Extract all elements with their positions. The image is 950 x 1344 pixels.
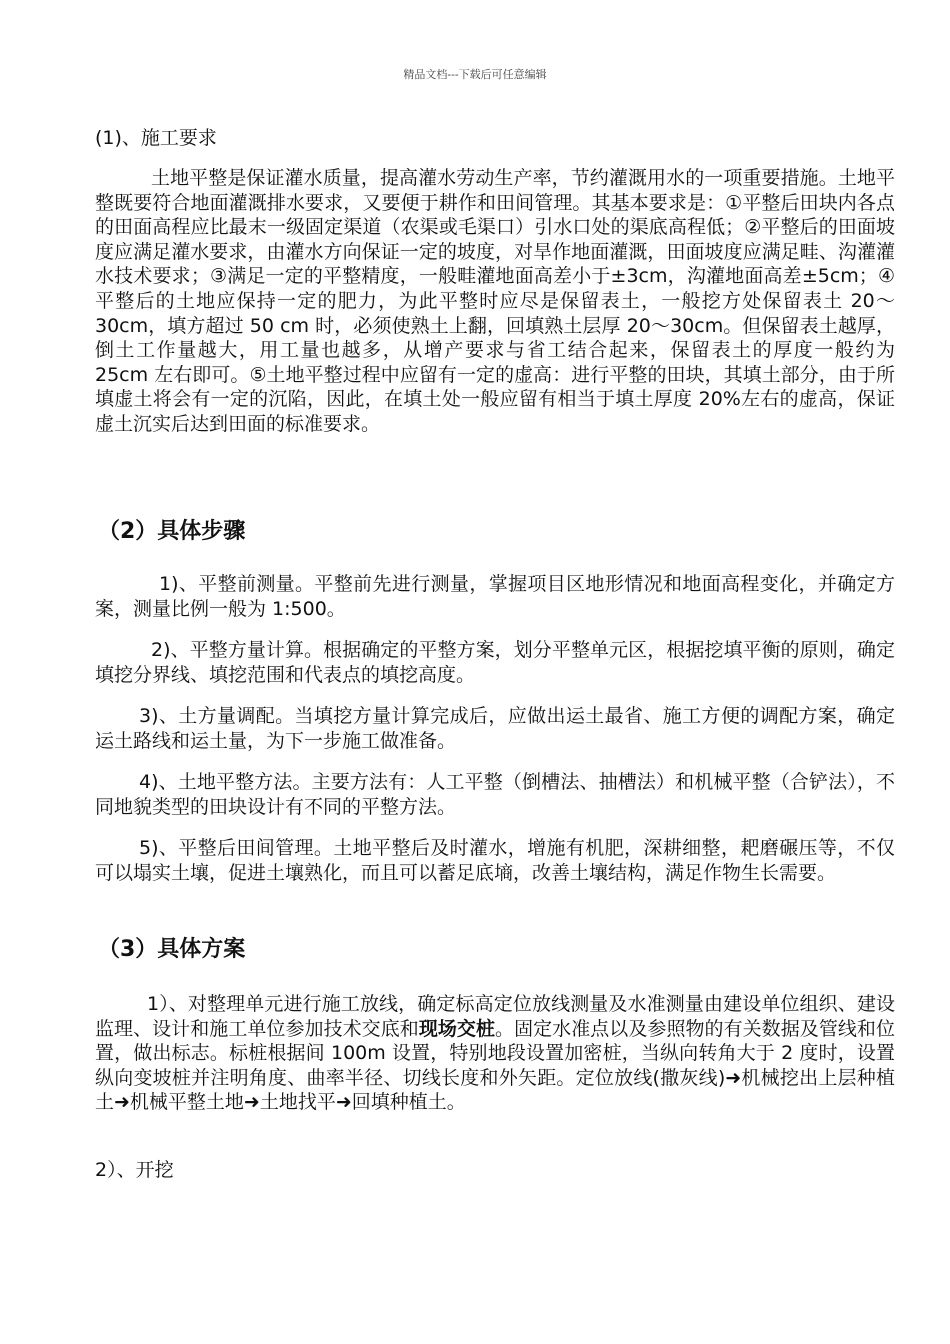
section3-text-b: 。固定水准点以及参照物的有关数据及管线和位置，做出标志。标桩根据间 100m 设置，特别地段设置加密桩，当纵向转角大于 2 度时，设置纵向变坡桩并注明角度、曲率半径、切线长度和外矢距。定位放线(撒灰线)➜机械挖出上层种植土➜机械平整土地➜土地找平➜回填种植土。 (95, 1017, 895, 1113)
step-1: 1)、平整前测量。平整前先进行测量，掌握项目区地形情况和地面高程变化，并确定方案，测量比例一般为 1:500。 (95, 573, 895, 620)
section1-heading: (1)、施工要求 (95, 127, 217, 149)
section2-heading: （2）具体步骤 (98, 519, 246, 544)
step-5: 5)、平整后田间管理。土地平整后及时灌水，增施有机肥，深耕细整，耙磨碾压等，不仅可以塌实土壤，促进土壤熟化，而且可以蓄足底墒，改善土壤结构，满足作物生长需要。 (95, 837, 895, 884)
step-3: 3)、土方量调配。当填挖方量计算完成后，应做出运土最省、施工方便的调配方案，确定运土路线和运土量，为下一步施工做准备。 (95, 705, 895, 752)
section1-paragraph: 土地平整是保证灌水质量，提高灌水劳动生产率，节约灌溉用水的一项重要措施。土地平整既要符合地面灌溉排水要求，又要便于耕作和田间管理。其基本要求是：①平整后田块内各点的田面高程应比最末一级固定渠道（农渠或毛渠口）引水口处的渠底高程低；②平整后的田面坡度应满足灌水要求，由灌水方向保证一定的坡度，对旱作地面灌溉，田面坡度应满足畦、沟灌灌水技术要求；③满足一定的平整精度，一般畦灌地面高差小于±3cm，沟灌地面高差±5cm；④平整后的土地应保持一定的肥力，为此平整时应尽是保留表土，一般挖方处保留表土 20～30cm，填方超过 50 cm 时，必须使熟土上翻，回填熟土层厚 20～30cm。但保留表土越厚，倒土工作量越大，用工量也越多，从增产要求与省工结合起来，保留表土的厚度一般约为 25cm 左右即可。⑤土地平整过程中应留有一定的虚高：进行平整的田块，其填土部分，由于所填虚土将会有一定的沉陷，因此，在填土处一般应留有相当于填土厚度 20%左右的虚高，保证虚土沉实后达到田面的标准要求。 (95, 167, 895, 435)
watermark: 精品文档---下载后可任意编辑 (403, 68, 547, 81)
section3-item-2: 2）、开挖 (95, 1159, 174, 1181)
section3-heading: （3）具体方案 (98, 937, 246, 962)
step-4: 4)、土地平整方法。主要方法有：人工平整（倒槽法、抽槽法）和机械平整（合铲法），不同地貌类型的田块设计有不同的平整方法。 (95, 771, 895, 818)
section3-bold-term: 现场交桩 (418, 1017, 496, 1040)
step-2: 2)、平整方量计算。根据确定的平整方案，划分平整单元区，根据挖填平衡的原则，确定填挖分界线、填挖范围和代表点的填挖高度。 (95, 639, 895, 686)
section3-paragraph (95, 992, 895, 1115)
section3-text-a: 1）、对整理单元进行施工放线，确定标高定位放线测量及水准测量由建设单位组织、建设监理、设计和施工单位参加技术交底和 (95, 993, 895, 1040)
